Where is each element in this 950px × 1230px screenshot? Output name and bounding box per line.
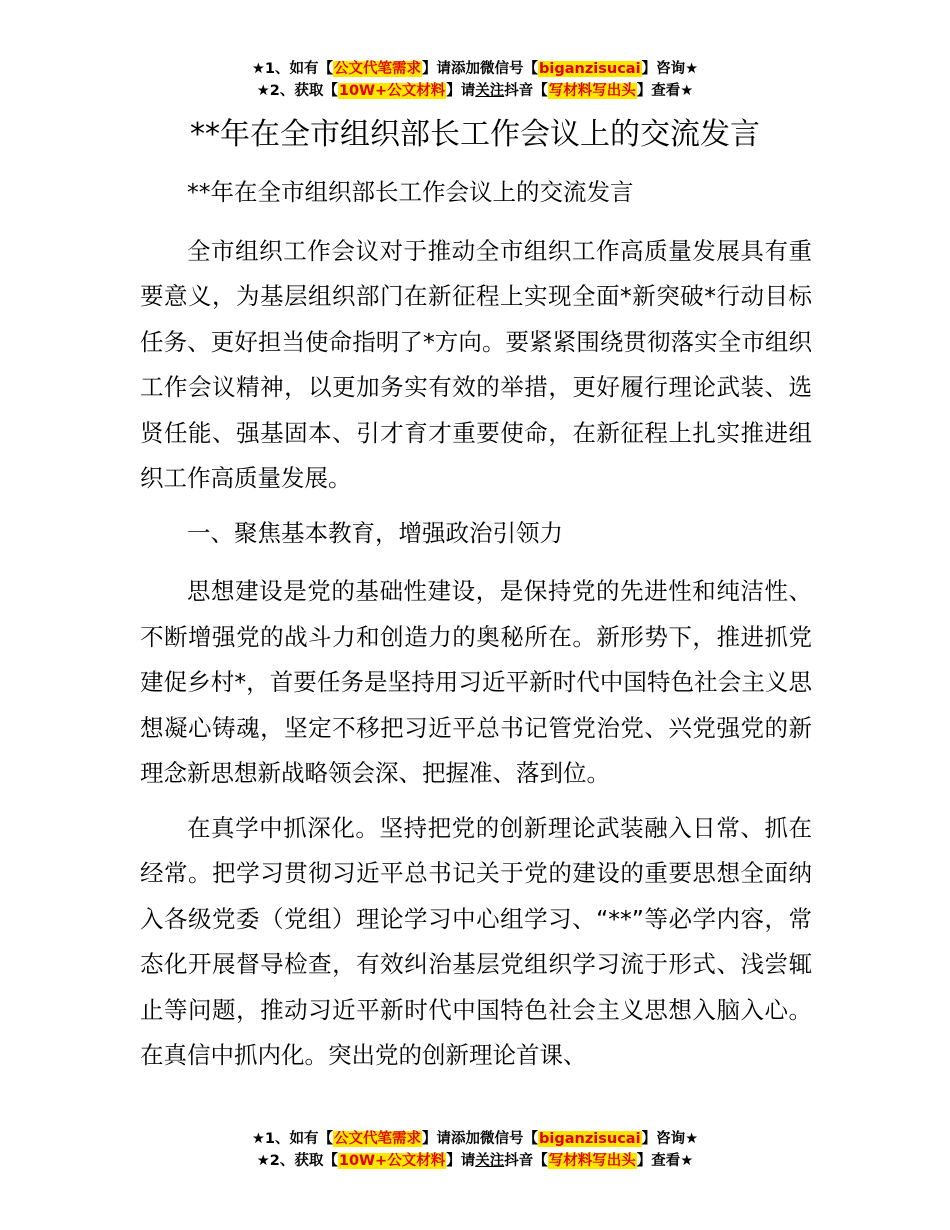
section-heading-1: 一、聚焦基本教育，增强政治引领力 [187, 518, 563, 547]
promo-line-2: ★2、获取【10W+公文材料】请关注抖音【写材料写出头】查看★ [256, 1153, 694, 1169]
paragraph-study: 在真学中抓深化。坚持把党的创新理论武装融入日常、抓在经常。把学习贯彻习近平总书记关于党的建设的重要思想全面纳入各级党委（党组）理论学习中心组学习、“**”等必学内容，常态化开展督导检查，有效纠治基层党组织学习流于形式、浅尝辄止等问题，推动习近平新时代中国特色社会主义思想入脑入心。在真信中抓内化。突出党的创新理论首课、 [140, 813, 812, 1069]
promo-banner-top [0, 58, 950, 102]
promo-line-2: ★2、获取【10W+公文材料】请关注抖音【写材料写出头】查看★ [256, 83, 694, 99]
promo-line-1: ★1、如有【公文代笔需求】请添加微信号【biganzisucai】咨询★ [251, 61, 699, 77]
promo-line-1: ★1、如有【公文代笔需求】请添加微信号【biganzisucai】咨询★ [251, 1131, 699, 1147]
promo-banner-bottom [0, 1128, 950, 1172]
document-body [140, 170, 812, 1088]
paragraph-intro: 全市组织工作会议对于推动全市组织工作高质量发展具有重要意义，为基层组织部门在新征程上实现全面*新突破*行动目标任务、更好担当使命指明了*方向。要紧紧围绕贯彻落实全市组织工作会议精神，以更加务实有效的举措，更好履行理论武装、选贤任能、强基固本、引才育才重要使命，在新征程上扎实推进组织工作高质量发展。 [140, 236, 812, 492]
document-title: **年在全市组织部长工作会议上的交流发言 [190, 117, 760, 152]
paragraph-ideology: 思想建设是党的基础性建设，是保持党的先进性和纯洁性、不断增强党的战斗力和创造力的奥秘所在。新形势下，推进抓党建促乡村*，首要任务是坚持用习近平新时代中国特色社会主义思想凝心铸魂，坚定不移把习近平总书记管党治党、兴党强党的新理念新思想新战略领会深、把握准、落到位。 [140, 577, 812, 787]
document-subtitle: **年在全市组织部长工作会议上的交流发言 [187, 178, 634, 206]
